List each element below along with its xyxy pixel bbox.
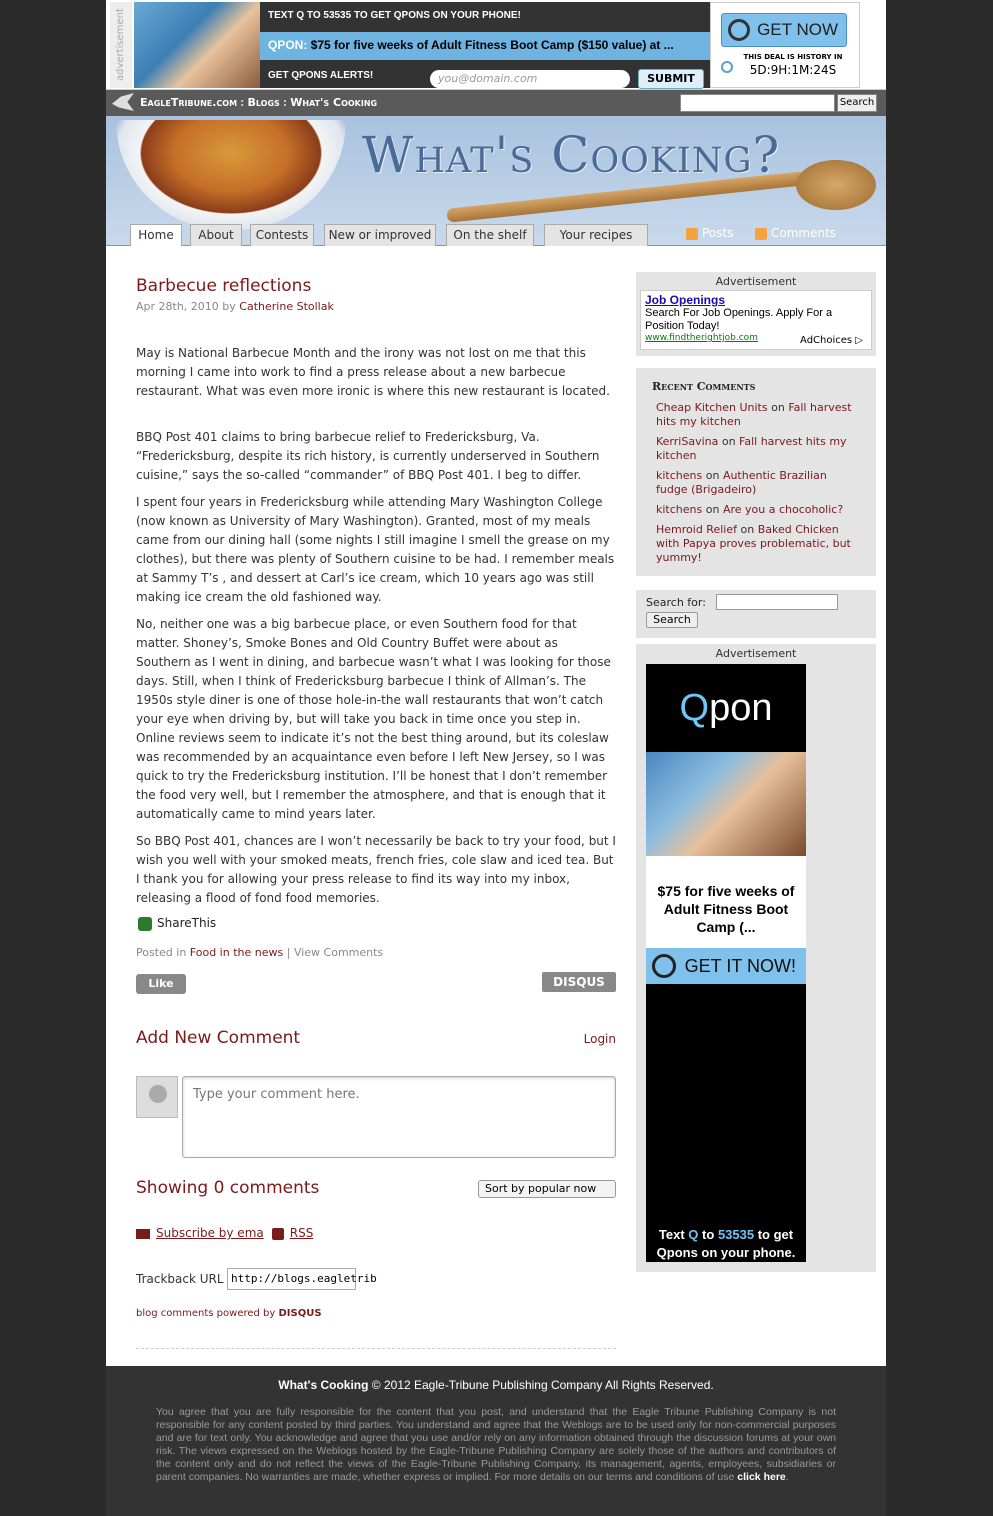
qpon-banner — [260, 2, 710, 88]
recent-comment — [636, 501, 876, 521]
job-description: Search For Job Openings. Apply For a Position Today! — [645, 307, 833, 332]
sidebar-search-box — [636, 590, 876, 638]
deal-history-label: THIS DEAL IS HISTORY IN — [743, 53, 843, 61]
tab-about[interactable]: About — [190, 224, 242, 246]
tab-contests[interactable]: Contests — [250, 224, 314, 246]
promo-q: Q — [688, 1227, 699, 1242]
crumb-current[interactable]: What's Cooking — [290, 96, 378, 109]
post-paragraph: May is National Barbecue Month and the irony was not lost on me that this morning I came into work to find a press release about a new barbecue restaurant. What was even more ironic is where this new restaurant is located. — [136, 346, 610, 398]
adchoices-label: AdChoices — [800, 335, 853, 346]
powered-by — [136, 1308, 322, 1319]
deal-timer: 5D:9H:1M:24S — [749, 63, 837, 77]
footer — [106, 1366, 886, 1516]
spoon-bowl-image — [796, 160, 876, 210]
comment-author-link[interactable]: Cheap Kitchen Units — [656, 401, 768, 414]
qpon-offer: $75 for five weeks of Adult Fitness Boot Camp ($150 value) at ... — [310, 38, 674, 52]
promo-text: to — [702, 1227, 715, 1242]
recent-comment — [636, 521, 876, 569]
powered-label: blog comments powered by — [136, 1308, 276, 1319]
qpon-logo-q: Q — [679, 687, 710, 729]
comment-author-link[interactable]: kitchens — [656, 503, 703, 516]
tab-home[interactable]: Home — [130, 224, 182, 246]
on-label: on — [721, 435, 736, 448]
site-bar — [106, 90, 886, 116]
sidebar-qpon-box — [636, 644, 876, 1272]
tab-new-or-improved[interactable]: New or improved — [324, 224, 436, 246]
job-openings-link[interactable]: Job Openings — [645, 293, 726, 307]
qpon-logo-rest: pon — [709, 687, 773, 729]
trackback-url-field[interactable]: http://blogs.eagletrib — [227, 1268, 356, 1290]
rss-icon — [686, 228, 698, 240]
recent-comments-box — [636, 368, 876, 576]
comment-post-link[interactable]: Authentic Brazilian fudge (Brigadeiro) — [656, 469, 827, 496]
email-input[interactable]: you@domain.com — [430, 70, 630, 88]
divider — [136, 1348, 616, 1349]
promo-number: 53535 — [717, 1227, 755, 1242]
comments-count: Showing 0 comments — [136, 1178, 320, 1198]
post-by: by — [222, 300, 236, 313]
disqus-link[interactable]: DISQUS — [278, 1308, 322, 1319]
add-comment-title: Add New Comment — [136, 1028, 301, 1048]
promo-text: Text — [658, 1227, 685, 1242]
blog-header — [106, 116, 886, 246]
post-author[interactable]: Catherine Stollak — [239, 300, 334, 313]
sharethis-button[interactable] — [138, 916, 216, 931]
share-icon — [138, 917, 152, 931]
on-label: on — [771, 401, 785, 414]
footer-legal — [156, 1406, 836, 1484]
sidebar-search-button[interactable]: Search — [646, 612, 698, 628]
get-it-now-label: GET IT NOW! — [684, 956, 796, 976]
rss-link[interactable]: RSS — [289, 1226, 314, 1240]
post-paragraph: No, neither one was a big barbecue place, or even Southern food for that matter. Shoney’s, Smoke Bones and Old Country Buffet were about as Southern as I went in dining, and barbecue wasn’t what I was looking for those days. Still, when I think of Fredericksburg barbecue I think of Allman’s. The 1950s style diner is one of those hole-in-the wall restaurants that won’t catch your eye when driving by, but will take you back in time once you step in. Online reviews seem to indicate it’s not the best thing around, but its coleslaw was recommended by an acquaintance even before I left New Jersey, so I was quick to try the Fredericksburg institution. I’ll be honest that I don’t remember the food very well, but I remember the atmosphere, and that is enough that it automatically came to mind years later. — [136, 617, 611, 821]
legal-period: . — [785, 1471, 789, 1483]
breadcrumb — [140, 96, 377, 109]
comment-post-link[interactable]: Are you a chocoholic? — [722, 503, 844, 516]
blog-title[interactable]: What's Cooking? — [362, 126, 781, 184]
top-advertisement — [106, 0, 886, 90]
crumb-blogs[interactable]: Blogs — [247, 96, 280, 109]
post-date: Apr 28th, 2010 — [136, 300, 219, 313]
like-button[interactable]: Like — [136, 974, 186, 994]
copyright-text: © 2012 Eagle-Tribune Publishing Company All Rights Reserved. — [371, 1378, 714, 1392]
adchoices-link[interactable]: AdChoices ▷ — [800, 335, 863, 346]
comment-author-link[interactable]: kitchens — [656, 469, 703, 482]
fitness-photo[interactable] — [134, 2, 260, 88]
sidebar-search-input[interactable] — [716, 594, 838, 610]
qpon-text-promo — [646, 1226, 806, 1262]
comment-post-link[interactable]: Fall harvest hits my kitchen — [656, 435, 847, 462]
comment-post-link[interactable]: Fall harvest hits my kitchen — [656, 401, 852, 428]
search-label: Search for: — [646, 596, 706, 609]
advertisement-label: advertisement — [110, 2, 132, 88]
rss-icon — [755, 228, 767, 240]
text-q-line: TEXT Q TO 53535 TO GET QPONS ON YOUR PHONE! — [268, 10, 521, 21]
recent-comments-title: Recent Comments — [652, 380, 756, 393]
meta-separator: | — [286, 946, 291, 959]
power-icon — [728, 19, 750, 41]
feed-links — [686, 226, 836, 240]
mail-icon — [136, 1229, 150, 1239]
submit-button[interactable]: SUBMIT — [638, 69, 704, 89]
posted-in-label: Posted in — [136, 946, 187, 959]
on-label: on — [740, 523, 755, 536]
feed-comments[interactable]: Comments — [771, 226, 837, 240]
sidebar-ad-box — [636, 272, 876, 356]
comment-input[interactable]: Type your comment here. — [182, 1076, 616, 1158]
login-link[interactable]: Login — [583, 1032, 616, 1046]
post-paragraph: BBQ Post 401 claims to bring barbecue relief to Fredericksburg, Va. “Fredericksburg, despite its rich history, is currently underserved in Southern cuisine,” says the so-called “commander” of BBQ Post 401. I beg to differ. — [136, 430, 600, 482]
promo-text: to get Qpons on your phone. — [656, 1227, 796, 1260]
page — [106, 0, 886, 1516]
footer-site-name: What's Cooking — [278, 1378, 369, 1392]
legal-text: You agree that you are fully responsible for the content that you post, and understand that the Eagle Tribune Publishing Company is not responsible for any content posted by third parties. You understand and agree that the Weblogs are to be used only for non-commercial purposes and are for text only. You acknowledge and agree that you use and/or rely on any information obtained through the discussion forums at your own risk. The views expressed on the Weblogs hosted by the Eagle-Tribune Publishing Company are solely those of the authors and contributors of the content only and do not reflect the views of the Eagle-Tribune Publishing Company, its management, agents, employees, subsidiaries or parent companies. No warranties are made, whether express or implied. For more details on our terms and conditions of use — [156, 1406, 836, 1483]
disqus-button[interactable]: DISQUS — [542, 972, 616, 992]
qpon-ad[interactable] — [646, 664, 806, 1262]
get-it-now-button[interactable] — [646, 948, 806, 984]
job-url-link[interactable]: www.findtherightjob.com — [645, 333, 758, 343]
post-paragraph: So BBQ Post 401, chances are I won’t necessarily be back to try your food, but I wish you well with your smoked meats, french fries, cole slaw and iced tea. But I thank you for allowing your press release to find its way into my inbox, releasing a flood of fond food memories. — [136, 834, 616, 905]
top-search-button[interactable]: Search — [837, 94, 877, 112]
get-now-panel — [710, 2, 860, 88]
category-link[interactable]: Food in the news — [189, 946, 284, 959]
comment-post-link[interactable]: Baked Chicken with Papya proves problematic, but yummy! — [656, 523, 851, 564]
qpon-offer-bar[interactable] — [260, 32, 710, 60]
footer-copyright — [106, 1378, 886, 1392]
click-here-link[interactable]: click here — [737, 1471, 786, 1483]
avatar — [136, 1076, 178, 1118]
get-now-button[interactable] — [721, 13, 847, 47]
subscribe-email-link[interactable]: Subscribe by ema — [156, 1226, 264, 1240]
recent-comment — [636, 433, 876, 467]
eagle-logo-icon[interactable] — [112, 93, 134, 111]
post-footer — [136, 946, 383, 959]
recent-comment — [636, 467, 876, 501]
advertisement-label: Advertisement — [715, 647, 797, 660]
crumb-separator: : — [240, 96, 245, 109]
casserole-image — [116, 120, 346, 230]
post-paragraph: I spent four years in Fredericksburg while attending Mary Washington College (now known as University of Mary Washington). Granted, most of my meals came from our dining hall (some nights I still imagine I smell the grease on my clothes), but there was plenty of Southern cuisine to be had. I remember meals at Sammy T’s , and dessert at Carl’s ice cream, which 10 years ago was still making ice cream the old fashioned way. — [136, 495, 615, 604]
on-label: on — [705, 503, 720, 516]
subscribe-links — [136, 1226, 313, 1240]
qpon-logo — [646, 664, 806, 752]
get-now-label: GET NOW — [757, 20, 838, 39]
qpon-prefix: QPON: — [268, 38, 308, 52]
trackback-label: Trackback URL — [136, 1272, 224, 1286]
qpon-offer-text: $75 for five weeks of Adult Fitness Boot Camp (... — [646, 856, 806, 948]
feed-posts[interactable]: Posts — [702, 226, 734, 240]
advertisement-label: Advertisement — [715, 275, 797, 288]
power-icon — [652, 954, 676, 978]
comment-author-link[interactable]: Hemroid Relief — [656, 523, 737, 536]
comment-author-link[interactable]: KerriSavina — [656, 435, 719, 448]
tab-your-recipes[interactable]: Your recipes — [544, 224, 648, 246]
view-comments-link[interactable]: View Comments — [293, 946, 384, 959]
crumb-separator: : — [282, 96, 288, 109]
qpon-offer-text[interactable] — [268, 38, 674, 52]
on-label: on — [705, 469, 720, 482]
post-meta — [136, 300, 334, 313]
crumb-site[interactable]: EagleTribune.com — [140, 96, 238, 109]
recent-comment — [636, 399, 876, 433]
post-title[interactable]: Barbecue reflections — [136, 276, 312, 296]
sort-select[interactable]: Sort by popular now — [478, 1180, 616, 1198]
fitness-photo — [646, 752, 806, 856]
sharethis-label: ShareThis — [157, 916, 217, 930]
tab-on-the-shelf[interactable]: On the shelf — [446, 224, 534, 246]
top-search-input[interactable] — [680, 94, 835, 112]
rss-icon — [272, 1228, 284, 1240]
job-openings-ad[interactable] — [640, 290, 872, 350]
get-alerts-label: GET QPONS ALERTS! — [268, 70, 374, 81]
